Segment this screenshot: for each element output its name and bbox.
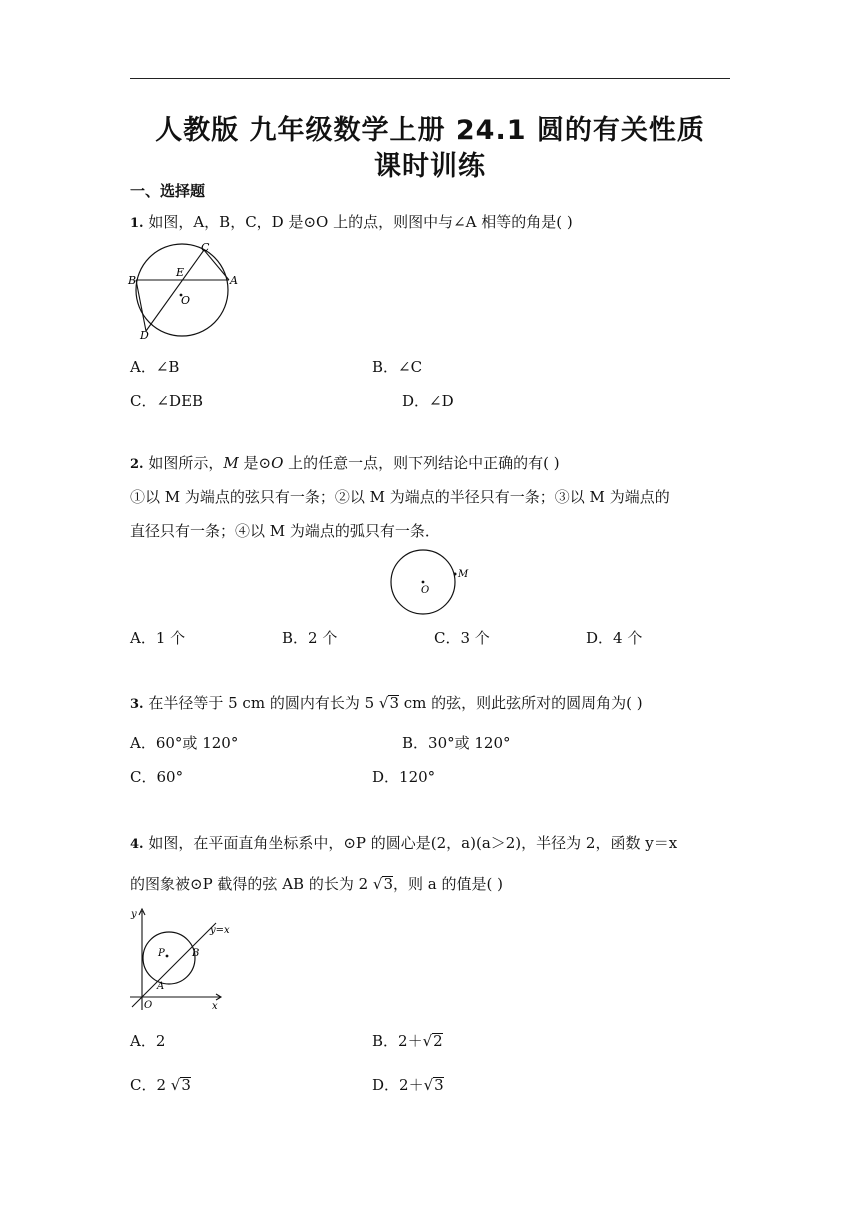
- label-m: M: [458, 569, 469, 580]
- label-d: D: [140, 329, 149, 342]
- question-text: 上的任意一点，则下列结论中正确的有( ): [283, 454, 560, 472]
- label-c: C: [201, 241, 210, 254]
- option-d: D．4 个: [586, 629, 643, 647]
- option-b: B．2 个: [282, 629, 338, 647]
- page-subtitle: 课时训练: [374, 151, 486, 182]
- option-d: D．120°: [372, 768, 436, 786]
- radical-value: 2: [433, 1032, 443, 1050]
- option-a: A．1 个: [130, 629, 186, 647]
- question-1-stem: [130, 211, 573, 232]
- question-text: 的图象被⊙P 截得的弦 AB 的长为 2: [130, 875, 373, 893]
- label-y: y: [131, 909, 137, 920]
- question-3-stem: 3. 在半径等于 5 cm 的圆内有长为 5 √3 cm 的弦，则此弦所对的圆周角为( ): [130, 694, 643, 712]
- question-text: cm 的弦，则此弦所对的圆周角为( ): [399, 694, 643, 712]
- question-text: ，则 a 的值是( ): [393, 875, 503, 893]
- option-a: A．2: [130, 1032, 166, 1050]
- label-a: A: [157, 981, 165, 992]
- question-number: 2.: [130, 457, 144, 472]
- option-a: A．60°或 120°: [130, 734, 239, 752]
- question-number: 3.: [130, 697, 144, 712]
- question-1-circle-figure: [126, 240, 250, 344]
- label-p: P: [158, 948, 165, 959]
- variable-m: M: [223, 454, 239, 472]
- option-c: C．∠DEB: [130, 392, 204, 410]
- option-c: C．60°: [130, 768, 184, 786]
- question-2-stem: [130, 452, 560, 473]
- question-4-line-2: 的图象被⊙P 截得的弦 AB 的长为 2 √3，则 a 的值是( ): [130, 875, 503, 893]
- option-b: B．2＋√2: [372, 1032, 443, 1050]
- question-text: 如图，A，B，C，D 是⊙O 上的点，则图中与∠A 相等的角是( ): [143, 213, 573, 231]
- question-text: 如图，在平面直角坐标系中，⊙P 的圆心是(2，a)(a＞2)，半径为 2，函数 y＝x: [143, 834, 678, 852]
- label-x: x: [212, 1001, 218, 1012]
- option-d: D．∠D: [402, 392, 454, 410]
- question-number: 4.: [130, 837, 144, 852]
- header-rule: [130, 78, 730, 79]
- option-d: D．2＋√3: [372, 1076, 444, 1094]
- page-title: 人教版 九年级数学上册 24.1 圆的有关性质: [155, 115, 705, 146]
- section-heading: 一、选择题: [130, 182, 206, 200]
- question-2-line-3: 直径只有一条；④以 M 为端点的弧只有一条．: [130, 522, 440, 540]
- radical-value: 3: [389, 694, 400, 712]
- label-o: O: [181, 294, 191, 307]
- option-b: B．∠C: [372, 358, 423, 376]
- label-o: O: [421, 585, 430, 596]
- radical-value: 3: [383, 875, 394, 893]
- label-a: A: [230, 274, 238, 287]
- question-4-coordinate-figure: [124, 906, 242, 1012]
- label-e: E: [176, 266, 185, 279]
- option-c: C．3 个: [434, 629, 490, 647]
- option-text: D．2＋: [372, 1076, 424, 1094]
- option-text: B．2＋: [372, 1032, 423, 1050]
- radical-value: 3: [434, 1076, 444, 1094]
- question-text: 在半径等于 5 cm 的圆内有长为 5: [143, 694, 379, 712]
- question-4-stem: [130, 832, 677, 853]
- label-b: B: [192, 948, 200, 959]
- question-text: 是⊙: [238, 454, 272, 472]
- label-y-equals-x: y=x: [210, 925, 230, 936]
- question-2-circle-figure: [386, 547, 476, 619]
- variable-o: O: [271, 454, 284, 472]
- radical-value: 3: [181, 1076, 191, 1094]
- option-a: A．∠B: [130, 358, 180, 376]
- question-text: 如图所示，: [143, 454, 224, 472]
- option-text: C．2: [130, 1076, 171, 1094]
- label-b: B: [128, 274, 137, 287]
- option-b: B．30°或 120°: [402, 734, 511, 752]
- question-2-line-2: ①以 M 为端点的弦只有一条；②以 M 为端点的半径只有一条；③以 M 为端点的: [130, 488, 670, 506]
- label-o: O: [144, 1000, 153, 1011]
- option-c: C．2 √3: [130, 1076, 191, 1094]
- question-number: 1.: [130, 216, 144, 231]
